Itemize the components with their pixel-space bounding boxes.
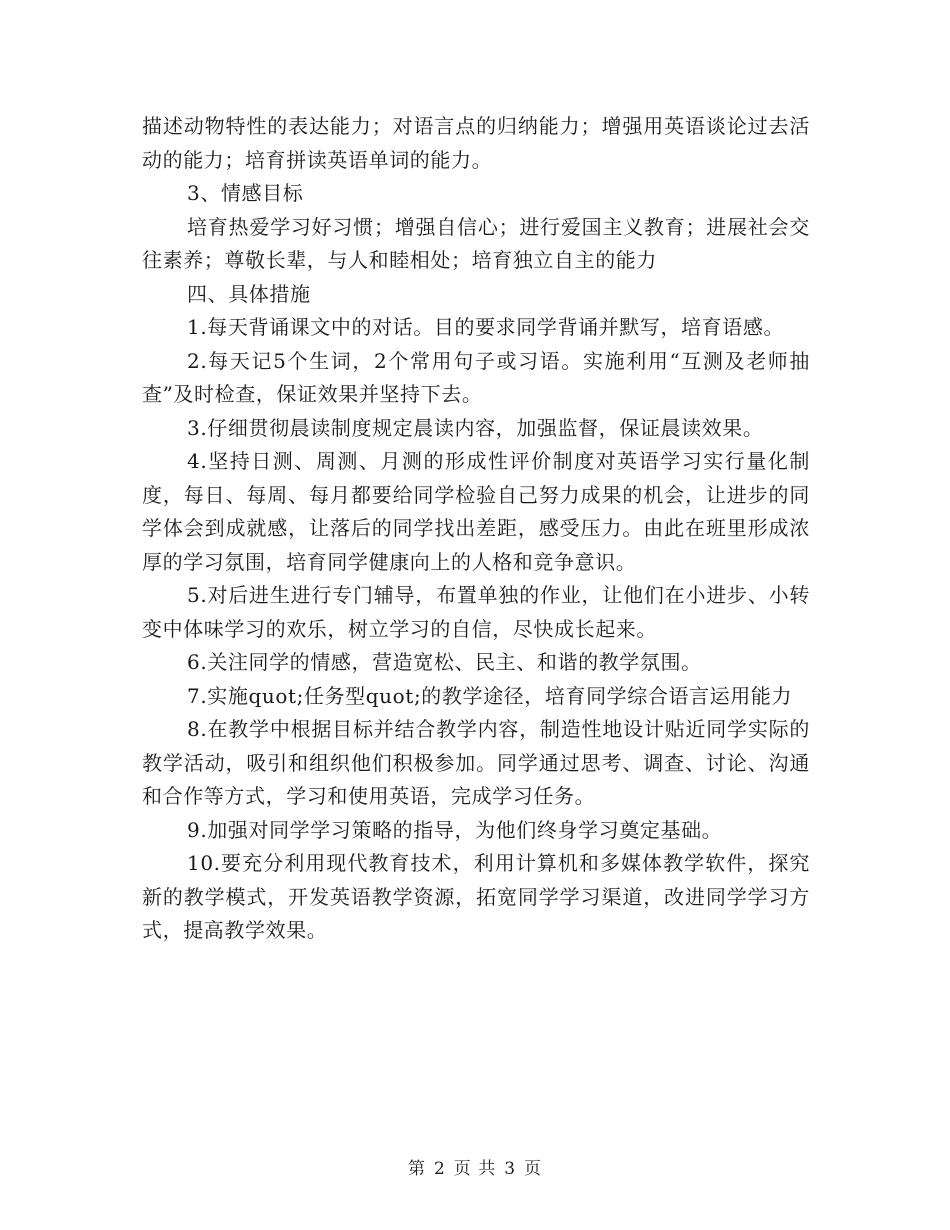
- document-body: [142, 110, 810, 948]
- measure-item-8: 8.在教学中根据目标并结合教学内容，制造性地设计贴近同学实际的教学活动，吸引和组织他们积极参加。同学通过思考、调查、讨论、沟通和合作等方式，学习和使用英语，完成学习任务。: [142, 717, 810, 808]
- measure-item-4: 4.坚持日测、周测、月测的形成性评价制度对英语学习实行量化制度，每日、每周、每月都要给同学检验自己努力成果的机会，让进步的同学体会到成就感，让落后的同学找出差距，感受压力。由此在班里形成浓厚的学习氛围，培育同学健康向上的人格和竞争意识。: [142, 449, 810, 574]
- measure-item-2: 2.每天记5个生词，2个常用句子或习语。实施利用“互测及老师抽查”及时检查，保证效果并坚持下去。: [142, 348, 810, 406]
- footer-middle: 页 共: [453, 1159, 497, 1179]
- measure-item-9: 9.加强对同学学习策略的指导，为他们终身学习奠定基础。: [187, 817, 723, 842]
- footer-total-pages: 3: [504, 1159, 517, 1179]
- page-footer: [0, 1154, 950, 1179]
- measure-item-7: 7.实施quot;任务型quot;的教学途径，培育同学综合语言运用能力: [187, 683, 793, 708]
- paragraph-emotional-goals: 培育热爱学习好习惯；增强自信心；进行爱国主义教育；进展社会交往素养；尊敬长辈，与人和睦相处；培育独立自主的能力: [142, 214, 810, 272]
- paragraph-ability-goals-continued: 描述动物特性的表达能力；对语言点的归纳能力；增强用英语谈论过去活动的能力；培育拼读英语单词的能力。: [142, 114, 810, 172]
- measure-item-5: 5.对后进生进行专门辅导，布置单独的作业，让他们在小进步、小转变中体味学习的欢乐，树立学习的自信，尽快成长起来。: [142, 583, 810, 641]
- measure-item-10: 10.要充分利用现代教育技术，利用计算机和多媒体教学软件，探究新的教学模式，开发英语教学资源，拓宽同学学习渠道，改进同学学习方式，提高教学效果。: [142, 851, 810, 942]
- measure-item-1: 1.每天背诵课文中的对话。目的要求同学背诵并默写，培育语感。: [187, 315, 785, 339]
- heading-emotional-goals: 3、情感目标: [187, 181, 304, 205]
- heading-specific-measures: 四、具体措施: [187, 281, 311, 306]
- footer-current-page: 2: [433, 1159, 446, 1179]
- measure-item-3: 3.仔细贯彻晨读制度规定晨读内容，加强监督，保证晨读效果。: [187, 415, 764, 440]
- footer-prefix: 第: [407, 1159, 426, 1179]
- measure-item-6: 6.关注同学的情感，营造宽松、民主、和谐的教学氛围。: [187, 650, 702, 674]
- footer-suffix: 页: [524, 1159, 543, 1179]
